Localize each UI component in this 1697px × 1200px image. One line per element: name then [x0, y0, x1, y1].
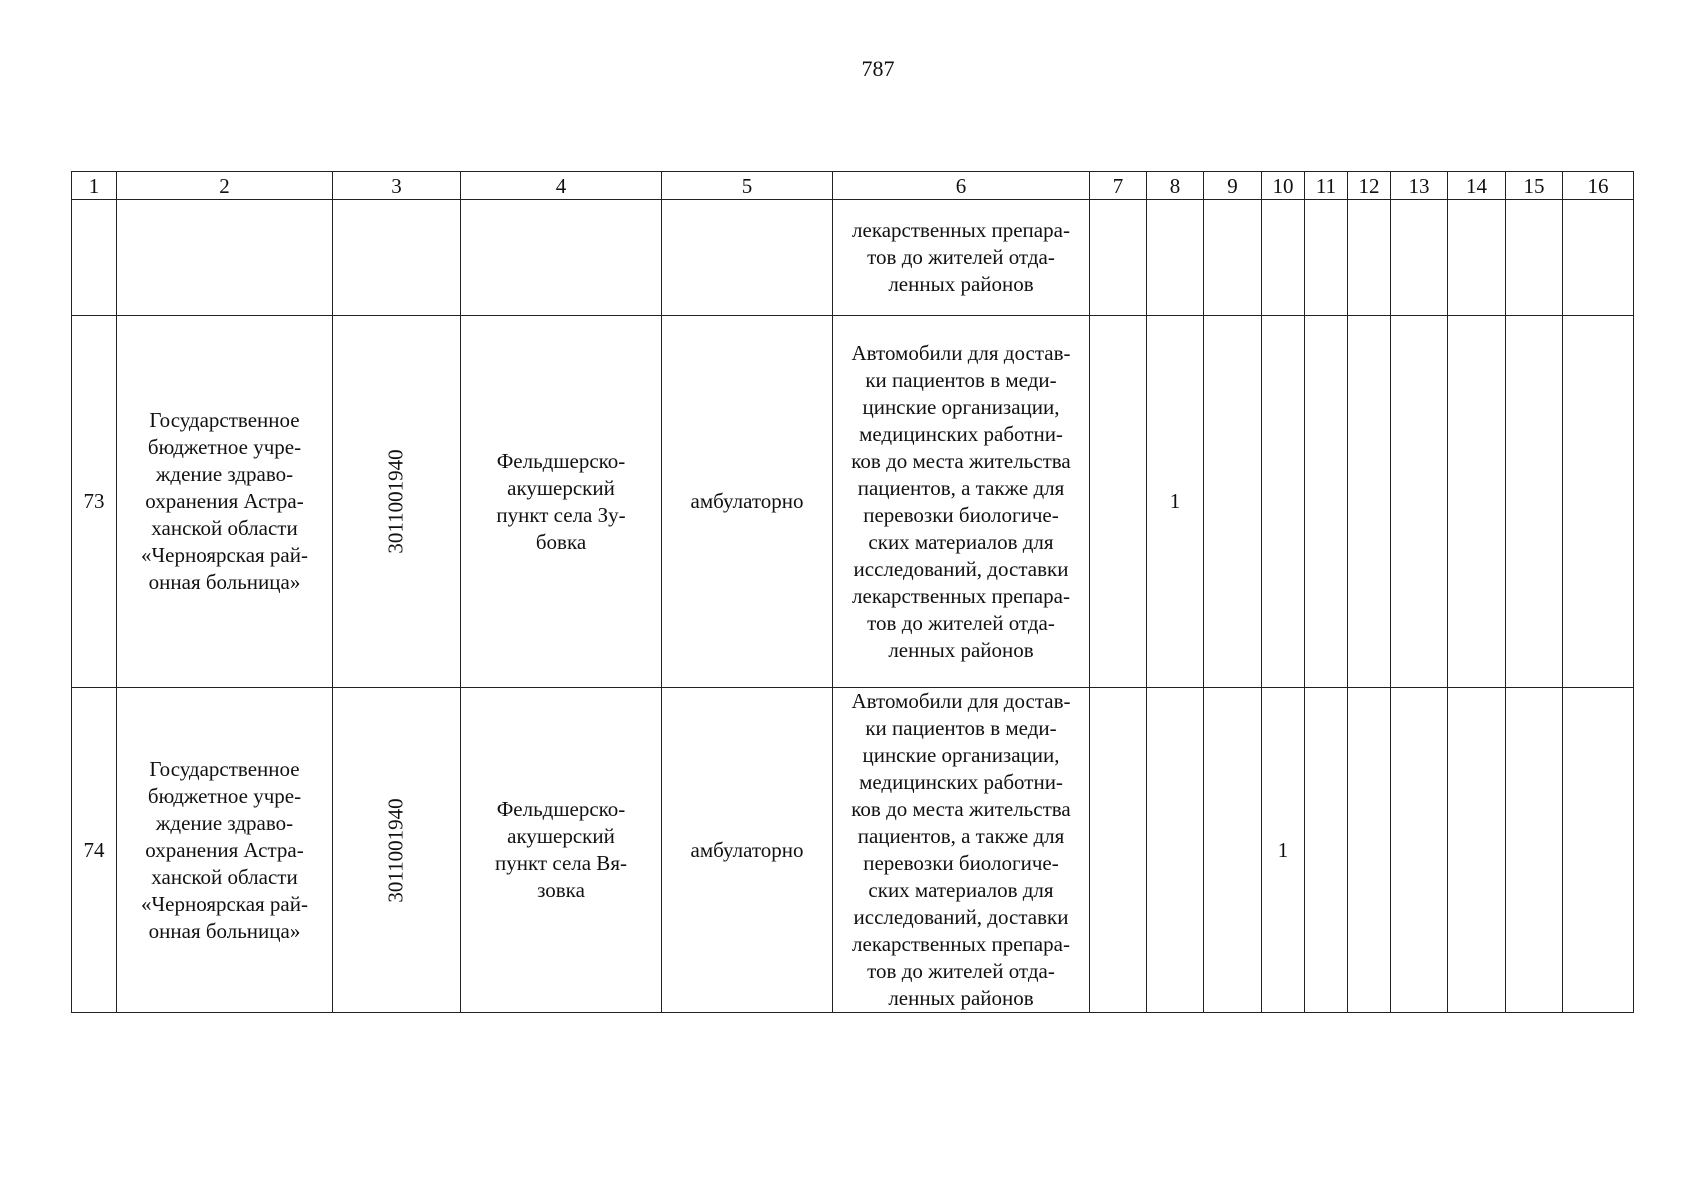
- count-cell: 1: [1262, 688, 1305, 1013]
- table-row: [72, 316, 1634, 688]
- column-header: 13: [1391, 172, 1448, 200]
- table-cell: [1448, 688, 1506, 1013]
- table-cell: [117, 200, 333, 316]
- table-row: [72, 688, 1634, 1013]
- column-header: 11: [1305, 172, 1348, 200]
- care-type-cell: амбулаторно: [662, 688, 833, 1013]
- column-header: 2: [117, 172, 333, 200]
- table-cell: [1204, 688, 1262, 1013]
- table-cell: [1391, 316, 1448, 688]
- column-header: 16: [1563, 172, 1634, 200]
- column-header: 3: [333, 172, 461, 200]
- page-number: 787: [861, 56, 895, 81]
- table-cell: [1305, 316, 1348, 688]
- column-header: 6: [833, 172, 1090, 200]
- table-row-continuation: [72, 200, 1634, 316]
- table-cell: [1348, 200, 1391, 316]
- table-cell: [1506, 316, 1563, 688]
- organization-cell: Государственное бюджетное учре- ждение здраво- охранения Астра- ханской области «Черноярская рай- онная больница»: [117, 316, 333, 688]
- purpose-cell: Автомобили для достав- ки пациентов в меди- цинские организации, медицинских работни- ков до места жительства пациентов, а также для перевозки биологиче- ских материалов для исследований, доставки лекарственных препара- тов до жителей отда- ленных районов: [833, 316, 1090, 688]
- table-cell: [1204, 316, 1262, 688]
- column-header: 7: [1090, 172, 1147, 200]
- organization-cell: Государственное бюджетное учре- ждение здраво- охранения Астра- ханской области «Черноярская рай- онная больница»: [117, 688, 333, 1013]
- table-cell: [1090, 316, 1147, 688]
- table-cell: [1448, 316, 1506, 688]
- table-cell: [1090, 688, 1147, 1013]
- code-cell: [333, 316, 461, 688]
- table-cell: [662, 200, 833, 316]
- row-number-cell: 73: [72, 316, 117, 688]
- table-cell: [1305, 200, 1348, 316]
- table-cell: [1090, 200, 1147, 316]
- column-header: 9: [1204, 172, 1262, 200]
- header-row: [72, 172, 1634, 200]
- code-value: 3011001940: [383, 449, 408, 554]
- table-cell: [1147, 200, 1204, 316]
- table-cell: [1262, 200, 1305, 316]
- table-cell: [1348, 316, 1391, 688]
- table-cell: [1563, 200, 1634, 316]
- column-header: 4: [461, 172, 662, 200]
- column-header: 8: [1147, 172, 1204, 200]
- care-type-cell: амбулаторно: [662, 316, 833, 688]
- table-cell: [1204, 200, 1262, 316]
- table-cell: [72, 200, 117, 316]
- column-header: 14: [1448, 172, 1506, 200]
- table-cell: [1348, 688, 1391, 1013]
- row-number-cell: 74: [72, 688, 117, 1013]
- table-cell: [1563, 688, 1634, 1013]
- data-table: [71, 171, 1634, 1013]
- table-cell: [1391, 688, 1448, 1013]
- code-value: 3011001940: [383, 797, 408, 903]
- table-cell: [333, 200, 461, 316]
- count-cell: 1: [1147, 316, 1204, 688]
- column-header: 1: [72, 172, 117, 200]
- table-cell: [461, 200, 662, 316]
- column-header: 10: [1262, 172, 1305, 200]
- unit-cell: Фельдшерско- акушерский пункт села Вя- зовка: [461, 688, 662, 1013]
- unit-cell: Фельдшерско- акушерский пункт села Зу- бовка: [461, 316, 662, 688]
- purpose-cell: Автомобили для достав- ки пациентов в меди- цинские организации, медицинских работни- ков до места жительства пациентов, а также для перевозки биологиче- ских материалов для исследований, доставки лекарственных препара- тов до жителей отда- ленных районов: [833, 688, 1090, 1013]
- table-cell: [1391, 200, 1448, 316]
- code-cell: [333, 688, 461, 1013]
- table-cell: [1506, 200, 1563, 316]
- table-cell: [1448, 200, 1506, 316]
- count-cell: [1147, 688, 1204, 1013]
- table-cell: [1305, 688, 1348, 1013]
- column-header: 15: [1506, 172, 1563, 200]
- column-header: 12: [1348, 172, 1391, 200]
- count-cell: [1262, 316, 1305, 688]
- table-cell: [1506, 688, 1563, 1013]
- column-header: 5: [662, 172, 833, 200]
- table-cell: [1563, 316, 1634, 688]
- purpose-cell: лекарственных препара- тов до жителей отда- ленных районов: [833, 200, 1090, 316]
